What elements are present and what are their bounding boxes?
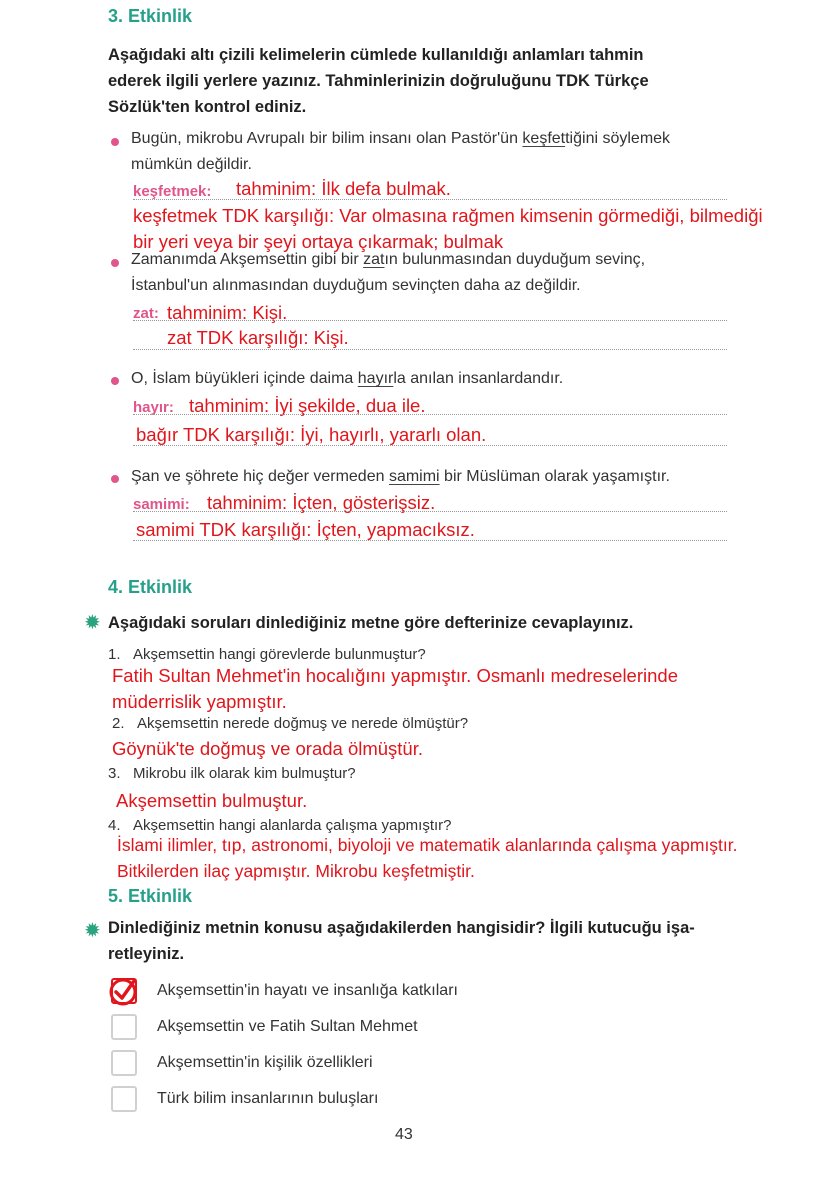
question-3: 3. Mikrobu ilk olarak kim bulmuştur?: [108, 765, 356, 782]
item-4-tdk: samimi TDK karşılığı: İçten, yapmacıksız.: [136, 519, 475, 540]
item-4-sentence: Şan ve şöhrete hiç değer vermeden samimi bir Müslüman olarak yaşamıştır.: [131, 468, 670, 485]
option-3-checkbox[interactable]: [111, 1050, 137, 1076]
activity3-heading: 3. Etkinlik: [108, 6, 193, 26]
star-icon: ✹: [84, 612, 101, 634]
activity4-instruction: Aşağıdaki soruları dinlediğiniz metne göre defterinize cevaplayınız.: [108, 614, 634, 632]
underlined-word-kesfet: keşfet: [522, 130, 566, 147]
answer-line: [133, 445, 727, 446]
option-1-checkbox[interactable]: [111, 978, 137, 1004]
bullet-4: [111, 475, 119, 483]
item-2-label: zat:: [133, 305, 159, 322]
underlined-word-samimi: samimi: [388, 468, 440, 485]
activity3-instruction: Aşağıdaki altı çizili kelimelerin cümlede kullanıldığı anlamları tahmin ederek ilgili yerlere yazınız. Tahminlerinizin doğruluğunu TDK Türkçe Sözlük'ten kontrol ediniz.: [108, 46, 649, 116]
item-2-sentence: Zamanımda Akşemsettin gibi bir zatın bulunmasından duyduğum sevinç, İstanbul'un alınmasından duyduğum sevinçten daha az değildir.: [131, 251, 646, 294]
item-2-guess: tahminim: Kişi.: [167, 302, 288, 323]
item-2-tdk: zat TDK karşılığı: Kişi.: [167, 327, 349, 348]
bullet-1: [111, 138, 119, 146]
activity5-heading: 5. Etkinlik: [108, 886, 193, 906]
activity5-instruction: Dinlediğiniz metnin konusu aşağıdakilerden hangisidir? İlgili kutucuğu işa- retleyiniz.: [108, 919, 695, 963]
item-3-label: hayır:: [133, 399, 174, 416]
item-1-guess: tahminim: İlk defa bulmak.: [236, 178, 451, 199]
option-2-label: Akşemsettin ve Fatih Sultan Mehmet: [157, 1018, 418, 1035]
answer-line: [133, 349, 727, 350]
question-1: 1. Akşemsettin hangi görevlerde bulunmuştur?: [108, 646, 426, 663]
item-1-tdk: keşfetmek TDK karşılığı: Var olmasına rağmen kimsenin görmediği, bilmediği bir yeri veya bir şeyi ortaya çıkarmak; bulmak: [133, 205, 763, 252]
underlined-word-zat: zat: [363, 251, 385, 268]
item-3-tdk: bağır TDK karşılığı: İyi, hayırlı, yararlı olan.: [136, 424, 487, 445]
answer-2: Göynük'te doğmuş ve orada ölmüştür.: [112, 738, 424, 759]
underlined-word-hayir: hayır: [357, 370, 394, 387]
bullet-2: [111, 259, 119, 267]
item-3-sentence: O, İslam büyükleri içinde daima hayırla anılan insanlardandır.: [131, 370, 564, 387]
option-3-label: Akşemsettin'in kişilik özellikleri: [157, 1054, 373, 1071]
answer-3: Akşemsettin bulmuştur.: [116, 790, 308, 811]
item-3-guess: tahminim: İyi şekilde, dua ile.: [189, 395, 426, 416]
answer-line: [133, 199, 727, 200]
answer-line: [133, 511, 727, 512]
item-4-guess: tahminim: İçten, gösterişsiz.: [207, 492, 436, 513]
star-icon: ✹: [84, 920, 101, 942]
activity4-heading: 4. Etkinlik: [108, 577, 193, 597]
bullet-3: [111, 377, 119, 385]
page-number: 43: [395, 1126, 413, 1143]
option-1-label: Akşemsettin'in hayatı ve insanlığa katkıları: [157, 982, 458, 999]
option-4-checkbox[interactable]: [111, 1086, 137, 1112]
answer-1: Fatih Sultan Mehmet'in hocalığını yapmıştır. Osmanlı medreselerinde müderrislik yapmıştır.: [112, 665, 678, 712]
answer-line: [133, 414, 727, 415]
item-1-sentence: Bugün, mikrobu Avrupalı bir bilim insanı olan Pastör'ün keşfettiğini söylemek mümkün değildir.: [131, 130, 671, 173]
answer-line: [133, 540, 727, 541]
answer-4: İslami ilimler, tıp, astronomi, biyoloji ve matematik alanlarında çalışma yapmıştır. Bitkilerden ilaç yapmıştır. Mikrobu keşfetmiştir.: [117, 835, 738, 881]
item-4-label: samimi:: [133, 496, 190, 513]
item-1-label: keşfetmek:: [133, 183, 212, 200]
checkmark-icon: [107, 974, 141, 1008]
option-2-checkbox[interactable]: [111, 1014, 137, 1040]
option-4-label: Türk bilim insanlarının buluşları: [157, 1090, 379, 1107]
question-2: 2. Akşemsettin nerede doğmuş ve nerede ölmüştür?: [112, 715, 469, 732]
question-4: 4. Akşemsettin hangi alanlarda çalışma yapmıştır?: [108, 817, 452, 834]
answer-line: [133, 320, 727, 321]
